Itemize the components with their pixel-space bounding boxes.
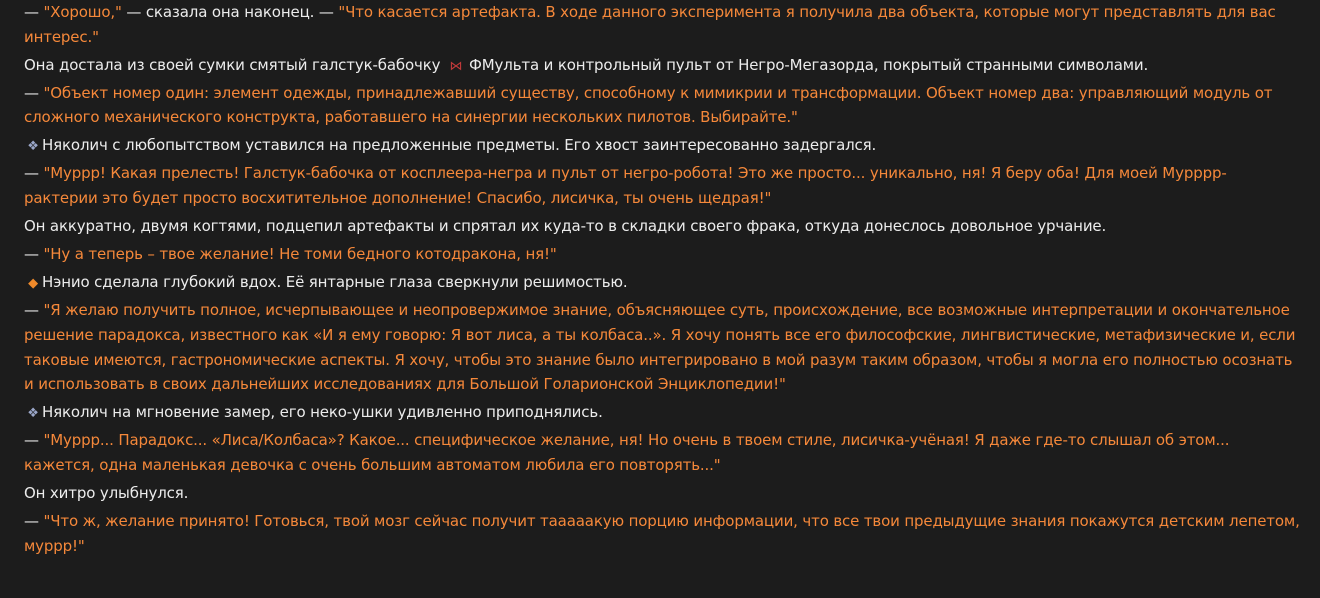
bow-tie-icon: ⋈ xyxy=(449,58,463,74)
message-10 xyxy=(24,400,1300,428)
message-12 xyxy=(24,481,1300,509)
dialogue-dash: — xyxy=(24,245,44,264)
message-1 xyxy=(24,0,1300,53)
dialogue-dash: — xyxy=(24,83,44,102)
speech-text: "Объект номер один: элемент одежды, принадлежавший существу, способному к мимикрии и трансформации. Объект номер два: управляющий модуль от сложного механического конструкта, работавшего на синергии нескольких пилотов. Выбирайте." xyxy=(24,83,1273,127)
dialogue-dash: — xyxy=(24,431,44,450)
narration-text: — сказала она наконец. — xyxy=(121,3,339,21)
dialogue-dash: — xyxy=(24,164,44,183)
dialogue-dash: — xyxy=(24,3,44,21)
speech-text: "Что касается артефакта. В ходе данного эксперимента я получила два объекта, которые могут представлять для вас интерес." xyxy=(24,3,1276,46)
paw-icon: ❖ xyxy=(27,139,39,155)
narration-text: Няколич на мгновение замер, его неко-ушки удивленно приподнялись. xyxy=(42,403,603,422)
fox-icon: ◆ xyxy=(28,276,38,292)
speech-text: "Муррр! Какая прелесть! Галстук-бабочка от косплеера-негра и пульт от негро-робота! Это же просто... уникально, ня! Я беру оба! Для моей Мурррр-рактерии это будет просто восхитительное дополнение! Спасибо, лисичка, ты очень щедрая!" xyxy=(24,164,1227,208)
message-5 xyxy=(24,161,1300,214)
message-7 xyxy=(24,242,1300,270)
dialogue-dash: — xyxy=(24,301,44,320)
message-9 xyxy=(24,298,1300,400)
speech-text: "Я желаю получить полное, исчерпывающее и неопровержимое знание, объясняющее суть, происхождение, все возможные интерпретации и окончательное решение парадокса, известного как «И я ему говорю: Я вот лиса, а ты колбаса..». Я хочу понять все его философские, лингвистические, метафизические и, если таковые имеются, гастрономические аспекты. Я хочу, чтобы это знание было интегрировано в мой разум таким образом, чтобы я могла его полностью осознать и использовать в своих дальнейших исследованиях для Большой Голарионской Энциклопедии!" xyxy=(24,301,1296,394)
speech-text: "Что ж, желание принято! Готовься, твой мозг сейчас получит тааааакую порцию информации, что все твои предыдущие знания покажутся детским лепетом, муррр!" xyxy=(24,511,1300,555)
narration-text: Она достала из своей сумки смятый галстук-бабочку xyxy=(24,55,445,74)
narration-text: Он аккуратно, двумя когтями, подцепил артефакты и спрятал их куда-то в складки своего фрака, откуда донеслось довольное урчание. xyxy=(24,217,1107,236)
message-4 xyxy=(24,133,1300,161)
narration-text: Нэнио сделала глубокий вдох. Её янтарные глаза сверкнули решимостью. xyxy=(42,273,628,292)
message-11 xyxy=(24,428,1300,481)
narration-text: ФМульта и контрольный пульт от Негро-Мегазорда, покрытый странными символами. xyxy=(468,55,1149,74)
message-8 xyxy=(24,270,1300,298)
message-2 xyxy=(24,53,1300,81)
speech-text: "Хорошо," xyxy=(43,3,122,21)
narration-text: Няколич с любопытством уставился на предложенные предметы. Его хвост заинтересованно задергался. xyxy=(42,136,877,155)
paw-icon: ❖ xyxy=(27,406,39,422)
message-6 xyxy=(24,214,1300,242)
narration-text: Он хитро улыбнулся. xyxy=(24,483,189,502)
message-3 xyxy=(24,81,1300,134)
message-13 xyxy=(24,509,1300,562)
chat-log xyxy=(24,0,1300,562)
speech-text: "Муррр... Парадокс... «Лиса/Колбаса»? Какое... специфическое желание, ня! Но очень в твоем стиле, лисичка-учёная! Я даже где-то слышал об этом... кажется, одна маленькая девочка с очень большим автоматом любила его повторять..." xyxy=(24,431,1230,474)
speech-text: "Ну а теперь – твое желание! Не томи бедного котодракона, ня!" xyxy=(43,245,557,264)
dialogue-dash: — xyxy=(24,511,44,530)
